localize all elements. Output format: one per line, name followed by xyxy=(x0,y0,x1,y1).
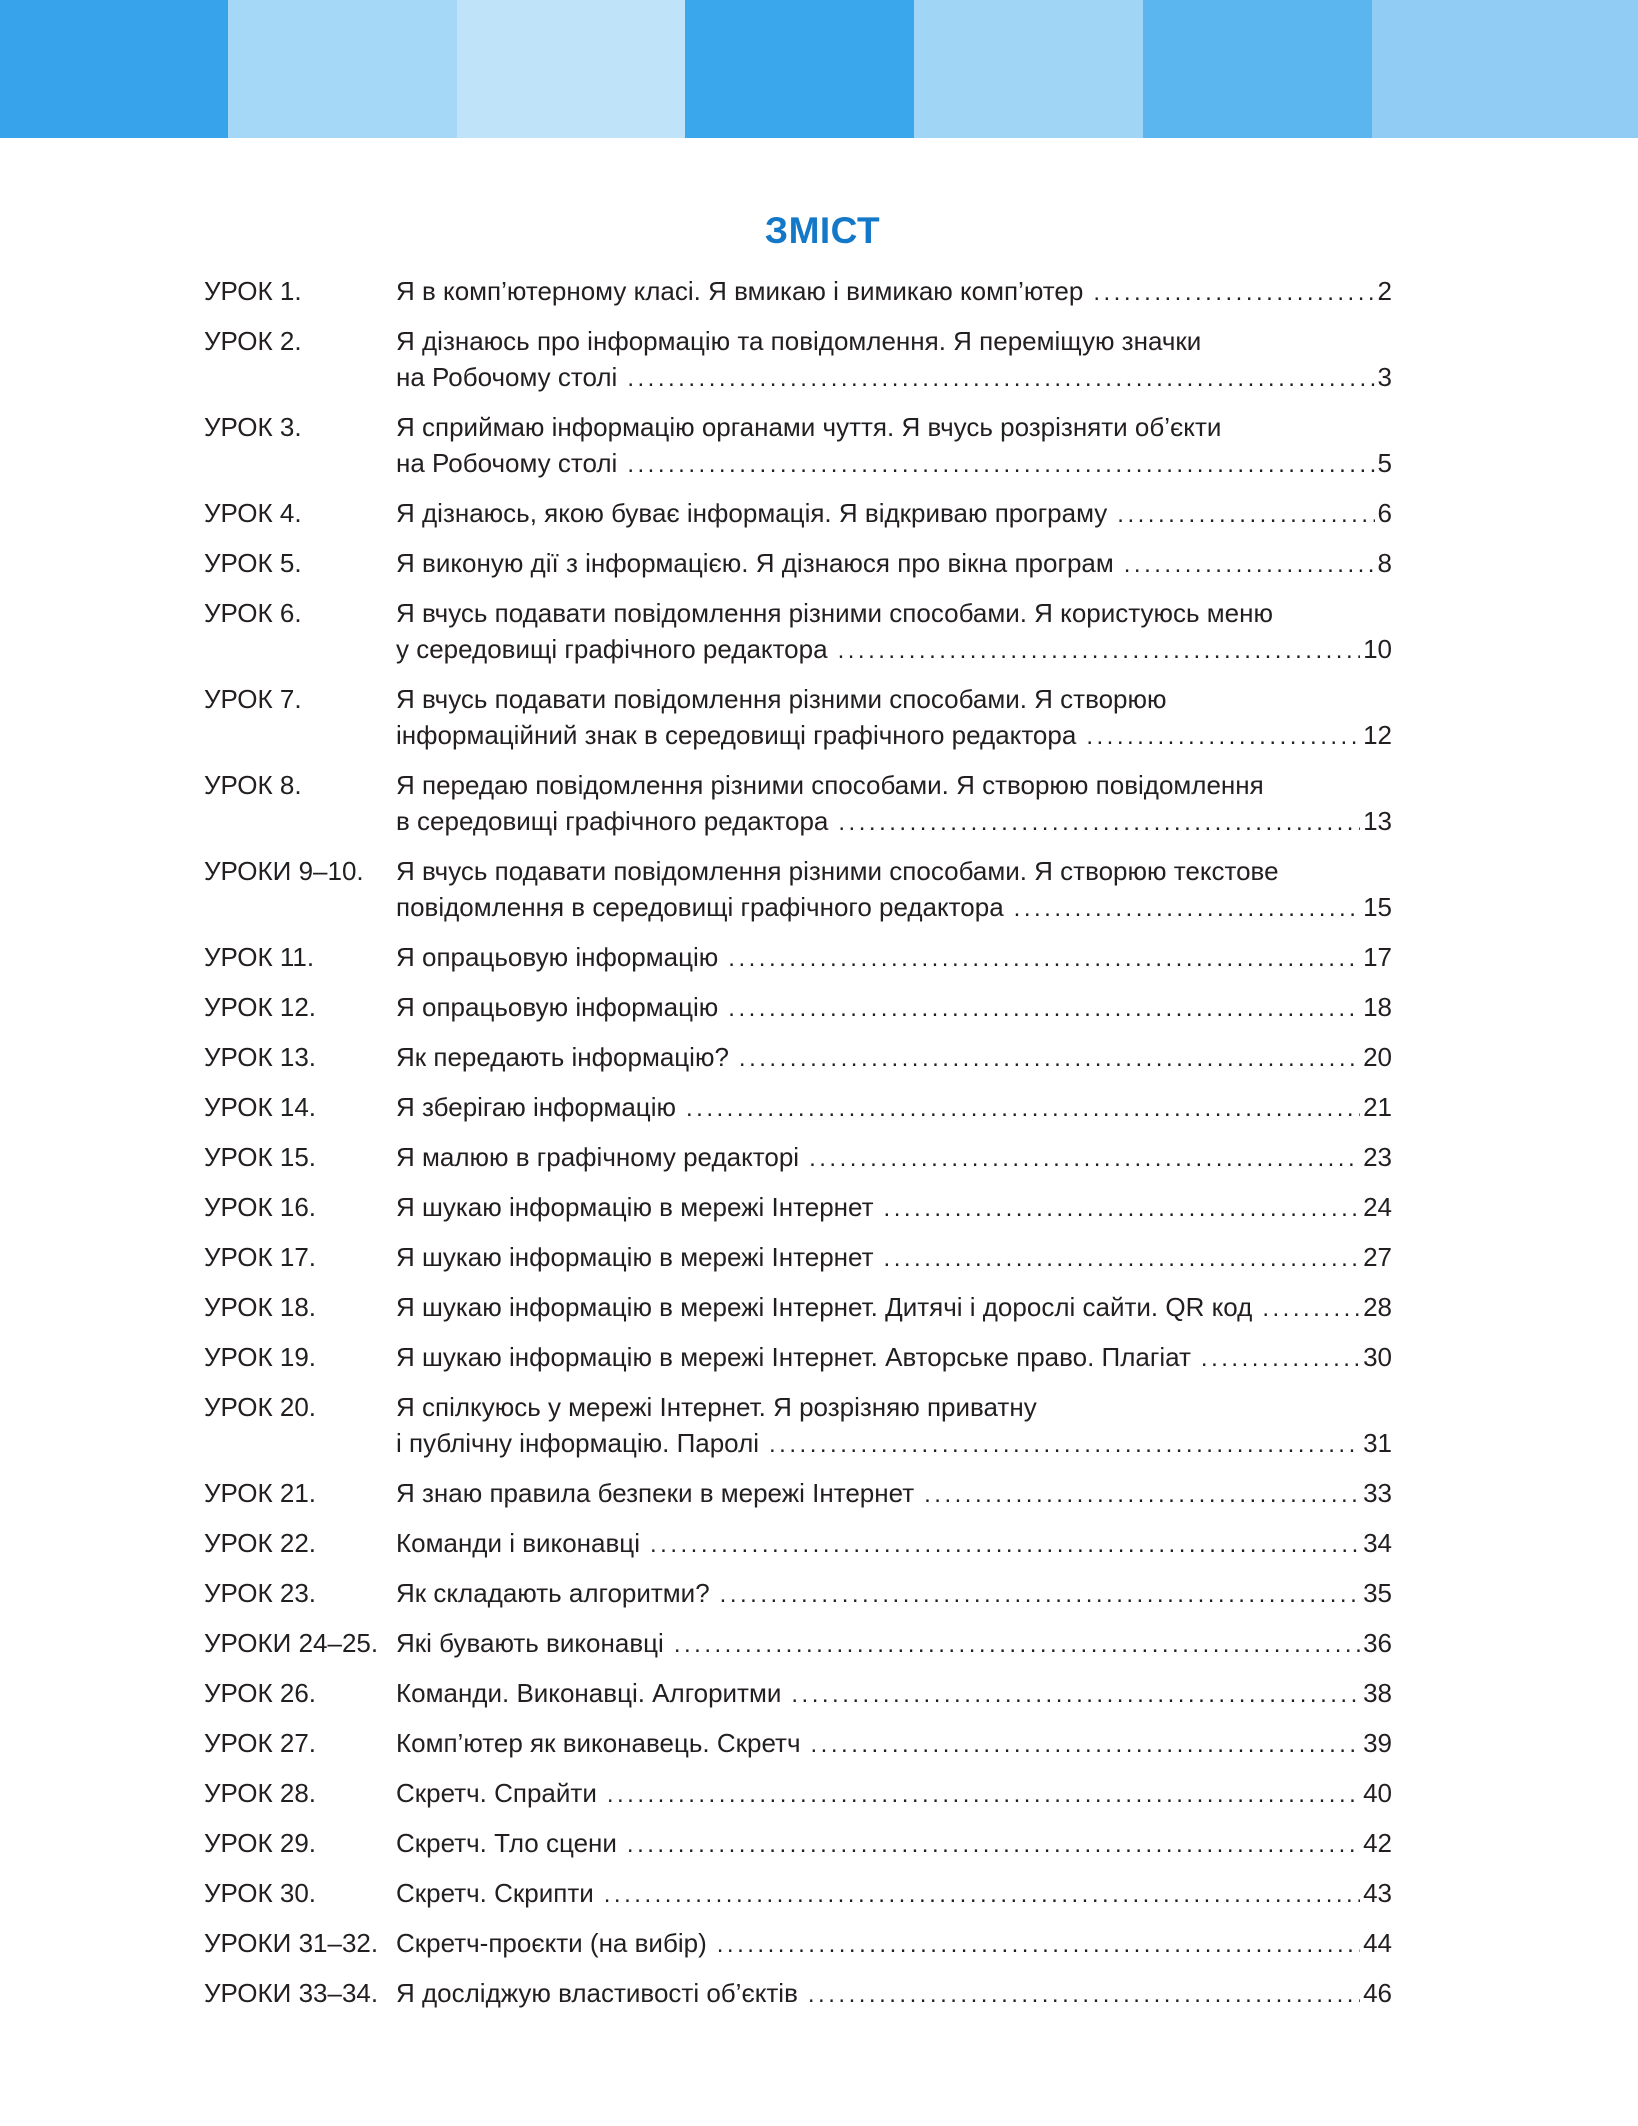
lesson-number: УРОК 15. xyxy=(204,1142,317,1172)
page-number: 35 xyxy=(1363,1578,1392,1608)
toc-entry[interactable] xyxy=(204,495,1392,533)
lesson-title: Я малюю в графічному редакторі xyxy=(396,1142,800,1172)
lesson-title: у середовищі графічного редактора xyxy=(396,634,828,664)
lesson-title: на Робочому столі xyxy=(396,362,618,392)
page-number: 12 xyxy=(1363,720,1392,750)
lesson-title: Як складають алгоритми? xyxy=(396,1578,710,1608)
lesson-title: Я опрацьовую інформацію xyxy=(396,942,719,972)
dot-leader xyxy=(808,1977,1360,2013)
lesson-number: УРОК 16. xyxy=(204,1192,317,1222)
page-number: 28 xyxy=(1363,1292,1392,1322)
lesson-number: УРОК 26. xyxy=(204,1678,317,1708)
lesson-title: Я вчусь подавати повідомлення різними способами. Я створюю текстове xyxy=(396,856,1279,886)
dot-leader xyxy=(1014,891,1360,927)
dot-leader xyxy=(838,805,1360,841)
page-number: 36 xyxy=(1363,1628,1392,1658)
lesson-title: Я досліджую властивості об’єктів xyxy=(396,1978,798,2008)
lesson-number: УРОК 4. xyxy=(204,498,302,528)
page-number: 10 xyxy=(1363,634,1392,664)
lesson-number: УРОК 21. xyxy=(204,1478,317,1508)
toc-entry[interactable] xyxy=(204,1525,1392,1563)
dot-leader xyxy=(607,1777,1360,1813)
lesson-number: УРОК 29. xyxy=(204,1828,317,1858)
dot-leader xyxy=(1093,275,1374,311)
toc-entry[interactable] xyxy=(204,1039,1392,1077)
toc-entry[interactable] xyxy=(204,409,1392,483)
header-color-segment xyxy=(685,0,914,138)
page-number: 21 xyxy=(1363,1092,1392,1122)
page-number: 15 xyxy=(1363,892,1392,922)
lesson-number: УРОК 23. xyxy=(204,1578,317,1608)
dot-leader xyxy=(717,1927,1360,1963)
dot-leader xyxy=(924,1477,1360,1513)
lesson-title: Я вчусь подавати повідомлення різними способами. Я користуюсь меню xyxy=(396,598,1273,628)
lesson-title: повідомлення в середовищі графічного редактора xyxy=(396,892,1004,922)
lesson-number: УРОК 3. xyxy=(204,412,302,442)
toc-entry[interactable] xyxy=(204,1389,1392,1463)
lesson-number: УРОК 11. xyxy=(204,942,315,972)
lesson-title: Я шукаю інформацію в мережі Інтернет. Дитячі і дорослі сайти. QR код xyxy=(396,1292,1253,1322)
lesson-title: Скретч. Спрайти xyxy=(396,1778,597,1808)
lesson-number: УРОКИ 24–25. xyxy=(204,1628,379,1658)
toc-entry[interactable] xyxy=(204,1725,1392,1763)
dot-leader xyxy=(650,1527,1360,1563)
lesson-number: УРОК 17. xyxy=(204,1242,317,1272)
header-color-segment xyxy=(914,0,1143,138)
header-color-segment xyxy=(0,0,228,138)
toc-entry[interactable] xyxy=(204,1975,1392,2013)
lesson-title: Я зберігаю інформацію xyxy=(396,1092,676,1122)
lesson-title: Скретч. Тло сцени xyxy=(396,1828,617,1858)
dot-leader xyxy=(627,361,1374,397)
lesson-title: Я сприймаю інформацію органами чуття. Я вчусь розрізняти об’єкти xyxy=(396,412,1222,442)
lesson-number: УРОК 30. xyxy=(204,1878,317,1908)
lesson-number: УРОК 22. xyxy=(204,1528,317,1558)
lesson-title: Я дізнаюсь, якою буває інформація. Я відкриваю програму xyxy=(396,498,1108,528)
page-number: 23 xyxy=(1363,1142,1392,1172)
lesson-number: УРОК 8. xyxy=(204,770,302,800)
toc-entry[interactable] xyxy=(204,1475,1392,1513)
lesson-title: Я в комп’ютерному класі. Я вмикаю і вимикаю комп’ютер xyxy=(396,276,1084,306)
lesson-title: Я виконую дії з інформацією. Я дізнаюся про вікна програм xyxy=(396,548,1114,578)
toc-entry[interactable] xyxy=(204,1625,1392,1663)
lesson-number: УРОК 1. xyxy=(204,276,302,306)
page-number: 30 xyxy=(1363,1342,1392,1372)
lesson-number: УРОК 5. xyxy=(204,548,302,578)
page-number: 24 xyxy=(1363,1192,1392,1222)
lesson-number: УРОК 18. xyxy=(204,1292,317,1322)
lesson-title: Скретч. Скрипти xyxy=(396,1878,594,1908)
lesson-title: Я шукаю інформацію в мережі Інтернет. Авторське право. Плагіат xyxy=(396,1342,1191,1372)
dot-leader xyxy=(686,1091,1360,1127)
page-number: 27 xyxy=(1363,1242,1392,1272)
toc-entry[interactable] xyxy=(204,595,1392,669)
toc-entry[interactable] xyxy=(204,853,1392,927)
lesson-title: в середовищі графічного редактора xyxy=(396,806,829,836)
header-color-segment xyxy=(457,0,685,138)
header-color-segment xyxy=(228,0,457,138)
page-number: 38 xyxy=(1363,1678,1392,1708)
toc-entry[interactable] xyxy=(204,1925,1392,1963)
lesson-number: УРОКИ 9–10. xyxy=(204,856,364,886)
header-color-segment xyxy=(1143,0,1372,138)
lesson-title: Які бувають виконавці xyxy=(396,1628,664,1658)
toc-entry[interactable] xyxy=(204,1339,1392,1377)
dot-leader xyxy=(1262,1291,1360,1327)
lesson-title: Я передаю повідомлення різними способами. Я створюю повідомлення xyxy=(396,770,1264,800)
page-number: 42 xyxy=(1363,1828,1392,1858)
toc-entry[interactable] xyxy=(204,939,1392,977)
toc-entry[interactable] xyxy=(204,1575,1392,1613)
toc-entry[interactable] xyxy=(204,1675,1392,1713)
toc-entry[interactable] xyxy=(204,989,1392,1027)
toc-entry[interactable] xyxy=(204,1825,1392,1863)
page-title: ЗМІСТ xyxy=(764,210,881,251)
lesson-title: Команди. Виконавці. Алгоритми xyxy=(396,1678,782,1708)
lesson-number: УРОК 13. xyxy=(204,1042,317,1072)
lesson-number: УРОК 6. xyxy=(204,598,302,628)
lesson-title: Скретч-проєкти (на вибір) xyxy=(396,1928,707,1958)
header-color-segment xyxy=(1372,0,1638,138)
lesson-number: УРОК 14. xyxy=(204,1092,317,1122)
page-number: 31 xyxy=(1363,1428,1392,1458)
lesson-title: інформаційний знак в середовищі графічного редактора xyxy=(396,720,1077,750)
lesson-number: УРОК 19. xyxy=(204,1342,317,1372)
toc-entry[interactable] xyxy=(204,1289,1392,1327)
lesson-title: Я шукаю інформацію в мережі Інтернет xyxy=(396,1192,874,1222)
dot-leader xyxy=(1124,547,1375,583)
page-number: 17 xyxy=(1363,942,1392,972)
dot-leader xyxy=(627,447,1374,483)
lesson-number: УРОК 12. xyxy=(204,992,317,1022)
page-number: 6 xyxy=(1377,498,1392,528)
dot-leader xyxy=(769,1427,1360,1463)
lesson-title: Я знаю правила безпеки в мережі Інтернет xyxy=(396,1478,915,1508)
lesson-title: Я дізнаюсь про інформацію та повідомлення. Я переміщую значки xyxy=(396,326,1202,356)
toc-entry[interactable] xyxy=(204,273,1392,311)
page-number: 8 xyxy=(1377,548,1392,578)
lesson-number: УРОК 28. xyxy=(204,1778,317,1808)
dot-leader xyxy=(1086,719,1360,755)
toc-entry[interactable] xyxy=(204,545,1392,583)
toc-entry[interactable] xyxy=(204,1189,1392,1227)
dot-leader xyxy=(838,633,1361,669)
lesson-title: Як передають інформацію? xyxy=(396,1042,729,1072)
lesson-title: Команди і виконавці xyxy=(396,1528,640,1558)
dot-leader xyxy=(728,991,1360,1027)
page-number: 2 xyxy=(1377,276,1392,306)
page-number: 18 xyxy=(1363,992,1392,1022)
page-number: 39 xyxy=(1363,1728,1392,1758)
dot-leader xyxy=(1201,1341,1360,1377)
lesson-number: УРОК 7. xyxy=(204,684,302,714)
page-number: 3 xyxy=(1377,362,1392,392)
toc-entry[interactable] xyxy=(204,1875,1392,1913)
lesson-number: УРОК 20. xyxy=(204,1392,317,1422)
lesson-title: на Робочому столі xyxy=(396,448,618,478)
page-number: 44 xyxy=(1363,1928,1392,1958)
lesson-number: УРОК 2. xyxy=(204,326,302,356)
lesson-title: Я опрацьовую інформацію xyxy=(396,992,719,1022)
toc-entry[interactable] xyxy=(204,1089,1392,1127)
page-number: 5 xyxy=(1377,448,1392,478)
dot-leader xyxy=(627,1827,1360,1863)
dot-leader xyxy=(604,1877,1360,1913)
page-number: 43 xyxy=(1363,1878,1392,1908)
toc-entry[interactable] xyxy=(204,681,1392,755)
header-color-band xyxy=(0,0,1638,138)
dot-leader xyxy=(809,1141,1360,1177)
dot-leader xyxy=(674,1627,1360,1663)
lesson-title: Комп’ютер як виконавець. Скретч xyxy=(396,1728,801,1758)
lesson-title: Я вчусь подавати повідомлення різними способами. Я створюю xyxy=(396,684,1167,714)
lesson-title: Я спілкуюсь у мережі Інтернет. Я розрізняю приватну xyxy=(396,1392,1037,1422)
toc-entry[interactable] xyxy=(204,1775,1392,1813)
dot-leader xyxy=(811,1727,1361,1763)
lesson-number: УРОКИ 33–34. xyxy=(204,1978,379,2008)
page-number: 13 xyxy=(1363,806,1392,836)
dot-leader xyxy=(884,1191,1361,1227)
dot-leader xyxy=(720,1577,1360,1613)
page-number: 46 xyxy=(1363,1978,1392,2008)
dot-leader xyxy=(1117,497,1374,533)
dot-leader xyxy=(884,1241,1361,1277)
toc-entry[interactable] xyxy=(204,1139,1392,1177)
page-number: 40 xyxy=(1363,1778,1392,1808)
lesson-title: і публічну інформацію. Паролі xyxy=(396,1428,760,1458)
page-number: 20 xyxy=(1363,1042,1392,1072)
dot-leader xyxy=(791,1677,1360,1713)
toc-entry[interactable] xyxy=(204,767,1392,841)
table-of-contents xyxy=(204,273,1392,2013)
page-number: 33 xyxy=(1363,1478,1392,1508)
lesson-title: Я шукаю інформацію в мережі Інтернет xyxy=(396,1242,874,1272)
dot-leader xyxy=(739,1041,1360,1077)
toc-entry[interactable] xyxy=(204,323,1392,397)
page-number: 34 xyxy=(1363,1528,1392,1558)
dot-leader xyxy=(728,941,1360,977)
lesson-number: УРОКИ 31–32. xyxy=(204,1928,379,1958)
lesson-number: УРОК 27. xyxy=(204,1728,317,1758)
toc-entry[interactable] xyxy=(204,1239,1392,1277)
